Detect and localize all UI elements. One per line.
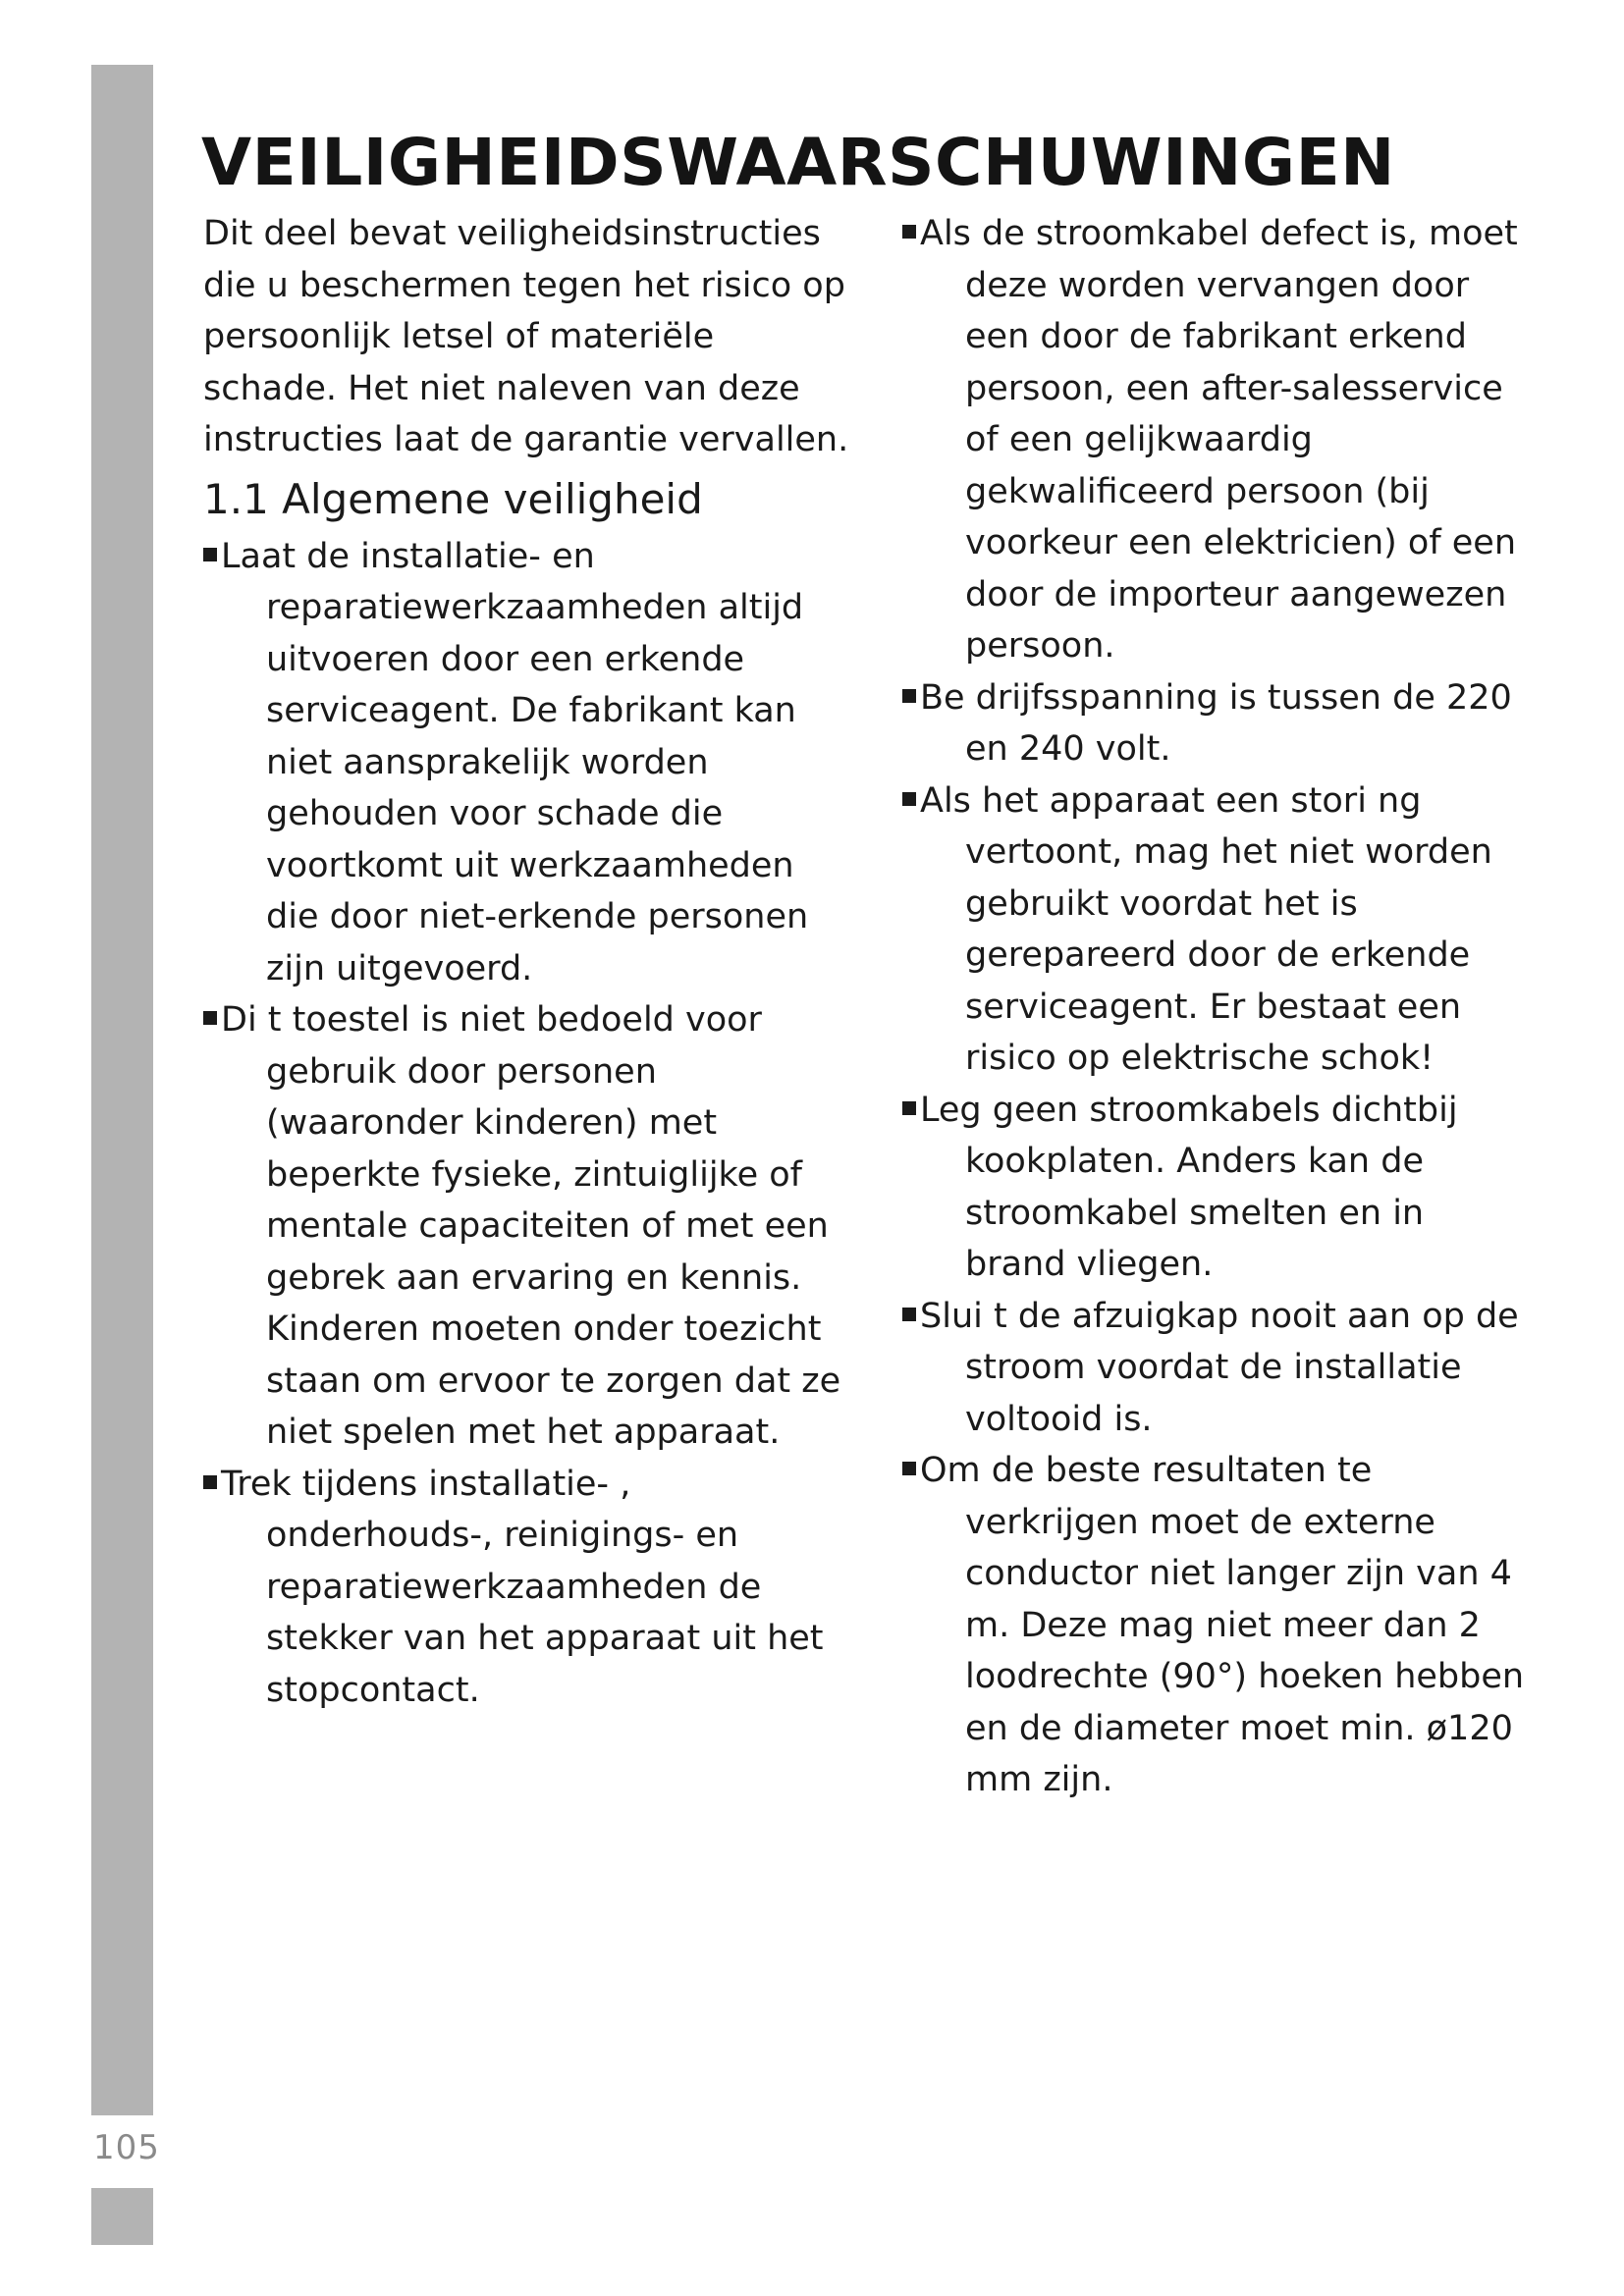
right-column	[902, 208, 1531, 1806]
bullet-square-icon	[902, 689, 916, 703]
bullet-text: Om de beste resultaten te verkrijgen moet de externe conductor niet langer zijn van 4 m. Deze mag niet meer dan 2 loodrechte (90°) hoeken hebben en de diameter moet min. ø120 mm zijn.	[920, 1451, 1525, 1799]
bullet-text: Laat de installatie- en reparatiewerkzaamheden altijd uitvoeren door een erkende serviceagent. De fabrikant kan niet aansprakelijk worden gehouden voor schade die voortkomt uit werkzaamheden die door niet-erkende personen zijn uitgevoerd.	[221, 536, 809, 988]
bullet-square-icon	[203, 1011, 217, 1025]
bullet-item	[902, 1445, 1531, 1806]
bullet-item	[203, 994, 856, 1459]
bullet-item	[902, 1085, 1531, 1291]
bullet-item	[902, 672, 1531, 775]
bullet-item	[203, 1459, 856, 1717]
bullet-square-icon	[203, 548, 217, 561]
bullet-item	[203, 531, 856, 995]
bullet-text: Slui t de afzuigkap nooit aan op de stroom voordat de installatie voltooid is.	[920, 1296, 1519, 1439]
page-title: VEILIGHEIDSWAARSCHUWINGEN	[201, 125, 1395, 200]
bullet-item	[902, 775, 1531, 1085]
section-heading: 1.1 Algemene veiligheid	[203, 474, 703, 523]
bullet-text: Als het apparaat een stori ng vertoont, mag het niet worden gebruikt voordat het is gerepareerd door de erkende serviceagent. Er bestaat een risico op elektrische schok!	[920, 780, 1492, 1078]
bullet-text: Di t toestel is niet bedoeld voor gebruik door personen (waaronder kinderen) met beperkte fysieke, zintuiglijke of mentale capaciteiten of met een gebrek aan ervaring en kennis. Kinderen moeten onder toezicht staan om ervoor te zorgen dat ze niet spelen met het apparaat.	[221, 1000, 841, 1452]
bullet-square-icon	[902, 1462, 916, 1475]
bullet-square-icon	[902, 792, 916, 806]
bullet-text: Trek tijdens installatie- , onderhouds-, reinigings- en reparatiewerkzaamheden de stekker van het apparaat uit het stopcontact.	[221, 1464, 824, 1710]
left-column	[203, 208, 856, 1716]
bullet-item	[902, 1291, 1531, 1446]
sidebar-footer-block	[91, 2188, 153, 2245]
intro-paragraph: Dit deel bevat veiligheidsinstructies die u beschermen tegen het risico op persoonlijk letsel of materiële schade. Het niet naleven van deze instructies laat de garantie vervallen.	[203, 214, 849, 459]
bullet-square-icon	[902, 1308, 916, 1321]
bullet-text: Leg geen stroomkabels dichtbij kookplaten. Anders kan de stroomkabel smelten en in brand vliegen.	[920, 1090, 1458, 1284]
bullet-square-icon	[902, 1101, 916, 1115]
sidebar-bar	[91, 65, 153, 2115]
bullet-square-icon	[203, 1475, 217, 1489]
bullet-text: Als de stroomkabel defect is, moet deze worden vervangen door een door de fabrikant erkend persoon, een after-salesservice of een gelijkwaardig gekwalificeerd persoon (bij voorkeur een elektricien) of een door de importeur aangewezen persoon.	[920, 214, 1518, 666]
bullet-square-icon	[902, 225, 916, 239]
bullet-item	[902, 208, 1531, 672]
page-number: 105	[93, 2128, 160, 2167]
bullet-text: Be drijfsspanning is tussen de 220 en 240 volt.	[920, 677, 1512, 769]
